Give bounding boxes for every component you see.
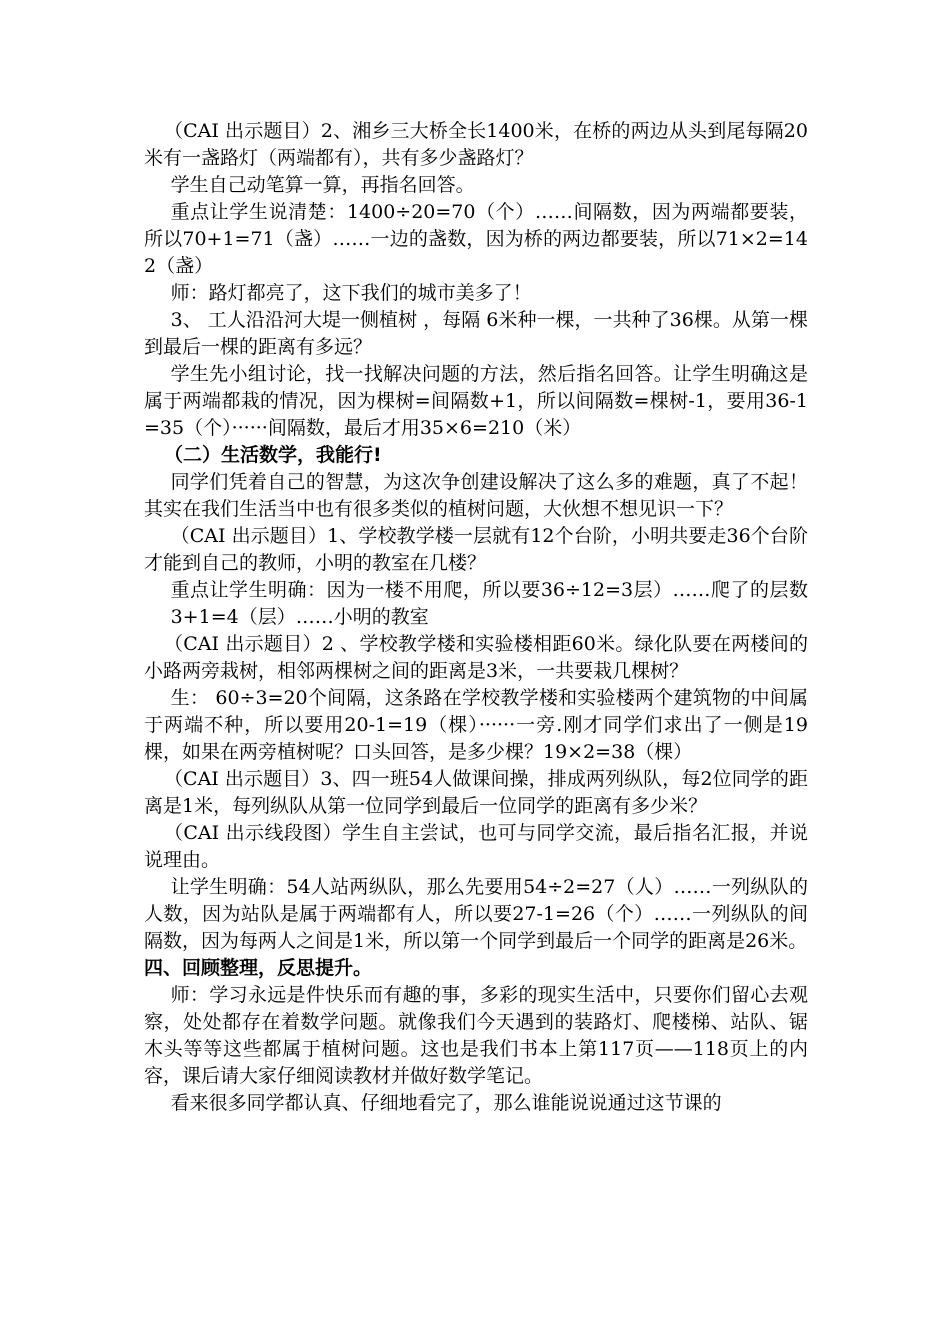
paragraph-teacher-summary: 师：学习永远是件快乐而有趣的事，多彩的现实生活中，只要你们留心去观察，处处都存在着数学问题。就像我们今天遇到的装路灯、爬楼梯、站队、锯木头等等这些都属于植树问题。这也是我们书本上第117页——118页上的内容，课后请大家仔细阅读教材并做好数学笔记。 <box>144 984 808 1087</box>
section-heading-life-math: （二）生活数学，我能行! <box>164 444 382 466</box>
paragraph-queue-problem: （CAI 出示题目）3、四一班54人做课间操，排成两列纵队，每2位同学的距离是1米，每列纵队从第一位同学到最后一位同学的距离有多少米？ <box>144 768 808 817</box>
paragraph-stairs-explanation: 重点让学生明确：因为一楼不用爬，所以要36÷12=3层）……爬了的层数 3+1=4（层）……小明的教室 <box>170 579 808 628</box>
paragraph-stairs-problem: （CAI 出示题目）1、学校教学楼一层就有12个台阶，小明共要走36个台阶才能到自己的教师，小明的教室在几楼？ <box>144 525 808 574</box>
paragraph-tree-planting-discussion: 学生先小组讨论，找一找解决问题的方法，然后指名回答。让学生明确这是属于两端都栽的情况，因为棵树=间隔数+1，所以间隔数=棵树-1，要用36-1=35（个）······间隔数，最后才用35×6=210（米） <box>144 363 808 439</box>
paragraph-segment-diagram: （CAI 出示线段图）学生自主尝试，也可与同学交流，最后指名汇报，并说说理由。 <box>144 822 808 871</box>
paragraph-teacher-remark: 师：路灯都亮了，这下我们的城市美多了！ <box>170 282 532 304</box>
paragraph-bridge-lamps-problem: （CAI 出示题目）2、湘乡三大桥全长1400米，在桥的两边从头到尾每隔20米有一盏路灯（两端都有），共有多少盏路灯？ <box>144 120 808 169</box>
paragraph-tree-planting-problem: 3、 工人沿沿河大堤一侧植树 ，每隔 6米种一棵，一共种了36棵。从第一棵到最后一棵的距离有多远？ <box>144 309 808 358</box>
paragraph-road-trees-problem: （CAI 出示题目）2 、学校教学楼和实验楼相距60米。绿化队要在两楼间的小路两旁栽树，相邻两棵树之间的距离是3米，一共要栽几棵树？ <box>144 633 808 682</box>
paragraph-road-trees-answer: 生： 60÷3=20个间隔，这条路在学校教学楼和实验楼两个建筑物的中间属于两端不种，所以要用20-1=19（棵）······一旁.刚才同学们求出了一侧是19棵，如果在两旁植树呢？口头回答，是多少棵？19×2=38（棵） <box>144 687 808 763</box>
paragraph-lamps-explanation: 重点让学生说清楚：1400÷20=70（个）……间隔数，因为两端都要装，所以70+1=71（盏）……一边的盏数，因为桥的两边都要装，所以71×2=142（盏） <box>144 201 808 277</box>
paragraph-intro-life-problems: 同学们凭着自己的智慧，为这次争创建设解决了这么多的难题，真了不起！其实在我们生活当中也有很多类似的植树问题，大伙想不想见识一下？ <box>144 471 808 520</box>
paragraph-closing-question: 看来很多同学都认真、仔细地看完了，那么谁能说说通过这节课的 <box>170 1092 722 1114</box>
paragraph-students-calculate: 学生自己动笔算一算，再指名回答。 <box>170 174 475 196</box>
paragraph-queue-explanation: 让学生明确：54人站两纵队，那么先要用54÷2=27（人）……一列纵队的人数，因为站队是属于两端都有人，所以要27-1=26（个）……一列纵队的间隔数，因为每两人之间是1米，所以第一个同学到最后一个同学的距离是26米。 <box>144 876 808 952</box>
section-heading-review: 四、回顾整理，反思提升。 <box>144 957 373 979</box>
document-body <box>144 118 808 1117</box>
